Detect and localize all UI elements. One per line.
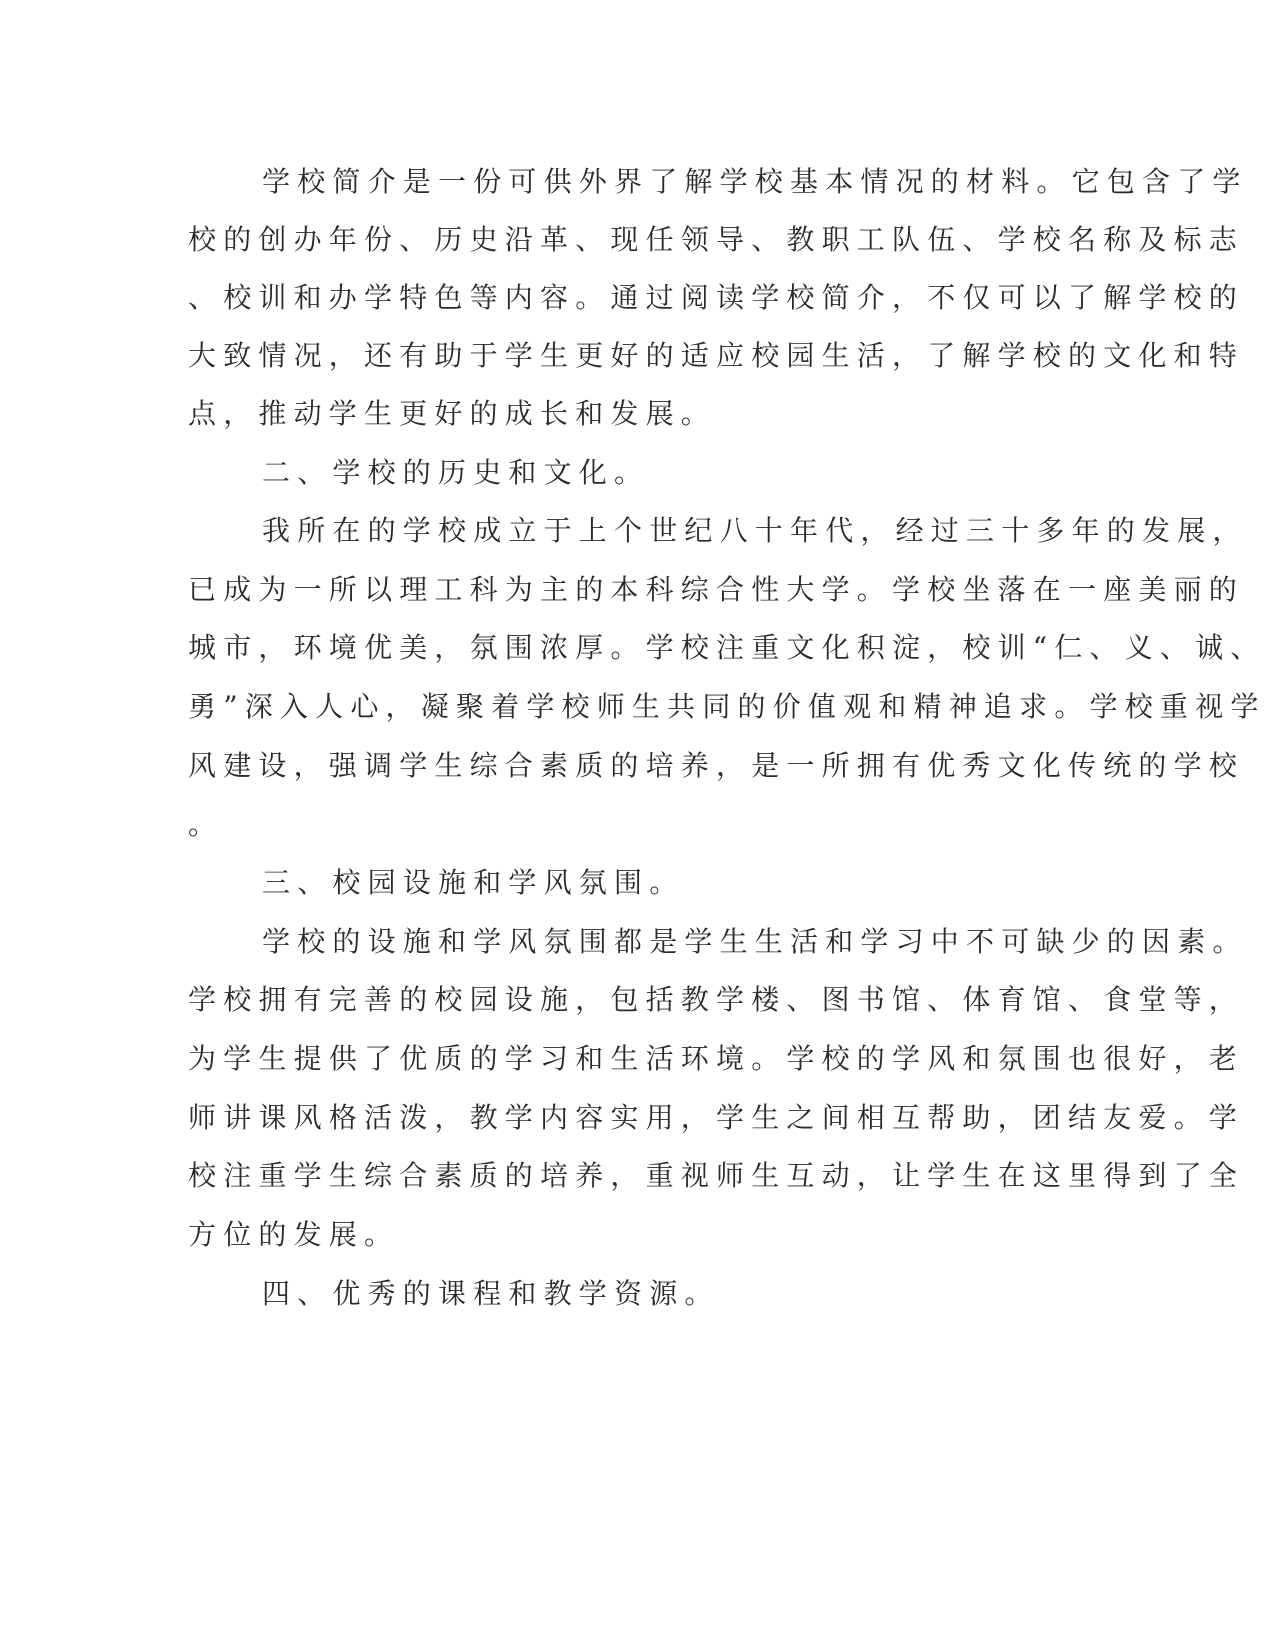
history-paragraph-line: 城市，环境优美，氛围浓厚。学校注重文化积淀，校训“仁、义、诚、	[188, 631, 1266, 664]
history-paragraph-line: 风建设，强调学生综合素质的培养，是一所拥有优秀文化传统的学校	[188, 749, 1245, 782]
history-paragraph-line: 已成为一所以理工科为主的本科综合性大学。学校坐落在一座美丽的	[188, 573, 1245, 606]
intro-paragraph-line: 学校简介是一份可供外界了解学校基本情况的材料。它包含了学	[262, 165, 1248, 198]
facilities-paragraph-line: 方位的发展。	[188, 1218, 400, 1251]
facilities-paragraph-line: 学校的设施和学风氛围都是学生生活和学习中不可缺少的因素。	[262, 925, 1248, 958]
intro-paragraph-line: 、校训和办学特色等内容。通过阅读学校简介，不仅可以了解学校的	[188, 281, 1245, 314]
section-heading: 二、学校的历史和文化。	[262, 456, 650, 489]
section-heading: 四、优秀的课程和教学资源。	[262, 1277, 720, 1310]
intro-paragraph-line: 校的创办年份、历史沿革、现任领导、教职工队伍、学校名称及标志	[188, 223, 1245, 256]
history-paragraph-line: 。	[188, 808, 224, 841]
history-paragraph-line: 勇”深入人心，凝聚着学校师生共同的价值观和精神追求。学校重视学	[188, 690, 1266, 723]
facilities-paragraph-line: 校注重学生综合素质的培养，重视师生互动，让学生在这里得到了全	[188, 1159, 1245, 1192]
intro-paragraph-line: 点，推动学生更好的成长和发展。	[188, 397, 717, 430]
facilities-paragraph-line: 为学生提供了优质的学习和生活环境。学校的学风和氛围也很好，老	[188, 1042, 1245, 1075]
facilities-paragraph-line: 学校拥有完善的校园设施，包括教学楼、图书馆、体育馆、食堂等，	[188, 983, 1245, 1016]
facilities-paragraph-line: 师讲课风格活泼，教学内容实用，学生之间相互帮助，团结友爱。学	[188, 1101, 1245, 1134]
section-heading: 三、校园设施和学风氛围。	[262, 866, 685, 899]
history-paragraph-line: 我所在的学校成立于上个世纪八十年代，经过三十多年的发展，	[262, 514, 1248, 547]
intro-paragraph-line: 大致情况，还有助于学生更好的适应校园生活，了解学校的文化和特	[188, 339, 1245, 372]
